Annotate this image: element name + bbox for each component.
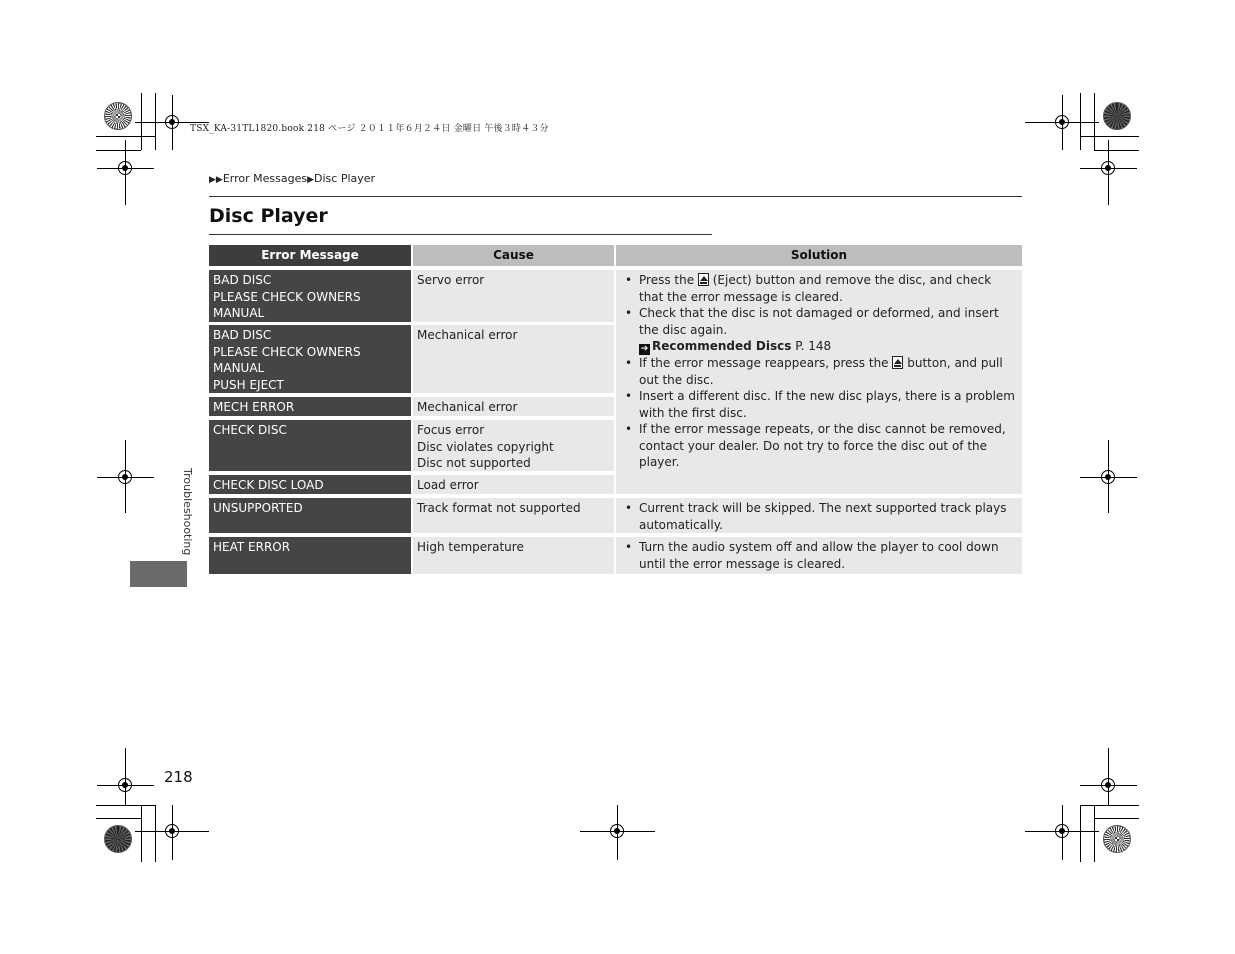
solution-heat xyxy=(616,537,1022,574)
breadcrumb-parent[interactable]: Error Messages xyxy=(222,172,308,185)
header-error-message: Error Message xyxy=(209,245,411,266)
table-row-cause: Load error xyxy=(413,475,614,494)
solution-bullet: • If the error message reappears, press the button, and pull out the disc. xyxy=(622,355,1016,388)
solution-bullet: • Turn the audio system off and allow the player to cool down until the error message is cleared. xyxy=(622,539,1016,572)
crosshair-icon xyxy=(165,824,179,838)
crosshair-icon xyxy=(1101,470,1115,484)
color-wheel-icon xyxy=(1103,102,1131,130)
side-tab[interactable] xyxy=(130,561,187,587)
header-solution: Solution xyxy=(616,245,1022,266)
crosshair-icon xyxy=(118,470,132,484)
solution-bullet: • Current track will be skipped. The next supported track plays automatically. xyxy=(622,500,1016,533)
table-row-cause: High temperature xyxy=(413,537,614,574)
breadcrumb-separator-icon: ▶ xyxy=(307,175,315,185)
table-row-message: HEAT ERROR xyxy=(209,537,411,574)
solution-bullet: • If the error message repeats, or the disc cannot be removed, contact your dealer. Do not try to force the disc out of the player. xyxy=(622,421,1016,471)
color-wheel-icon xyxy=(104,825,132,853)
table-row-message: CHECK DISC LOAD xyxy=(209,475,411,494)
title-rule xyxy=(209,234,712,235)
crosshair-icon xyxy=(165,115,179,129)
crosshair-icon xyxy=(1101,161,1115,175)
crosshair-icon xyxy=(1101,778,1115,792)
side-tab-label: Troubleshooting xyxy=(181,468,194,556)
solution-unsupported xyxy=(616,498,1022,533)
table-row-message: CHECK DISC xyxy=(209,420,411,471)
crosshair-icon xyxy=(118,778,132,792)
reference-arrow-icon: ➔ xyxy=(640,344,649,354)
header-cause: Cause xyxy=(413,245,614,266)
solution-bullet: • Insert a different disc. If the new disc plays, there is a problem with the first disc. xyxy=(622,388,1016,421)
breadcrumb xyxy=(209,172,375,185)
eject-icon xyxy=(892,356,903,369)
color-wheel-icon xyxy=(104,102,132,130)
table-row-message: BAD DISC PLEASE CHECK OWNERS MANUAL PUSH EJECT xyxy=(209,325,411,393)
table-row-cause: Focus error Disc violates copyright Disc not supported xyxy=(413,420,614,471)
crosshair-icon xyxy=(1055,824,1069,838)
solution-bullet: • Check that the disc is not damaged or deformed, and insert the disc again. ➔ Recommended Discs P. 148 xyxy=(622,305,1016,355)
solution-bullet: • Press the (Eject) button and remove the disc, and check that the error message is cleared. xyxy=(622,272,1016,305)
breadcrumb-current: Disc Player xyxy=(314,172,376,185)
table-row-message: MECH ERROR xyxy=(209,397,411,416)
page-number: 218 xyxy=(164,768,193,786)
table-row-cause: Mechanical error xyxy=(413,397,614,416)
solution-disc-errors xyxy=(616,270,1022,494)
table-row-message: UNSUPPORTED xyxy=(209,498,411,533)
cross-reference[interactable]: ➔ Recommended Discs P. 148 xyxy=(640,339,832,354)
page-title: Disc Player xyxy=(209,205,328,227)
crosshair-icon xyxy=(610,824,624,838)
header-rule xyxy=(209,196,1022,197)
breadcrumb-prefix-icon: ▶▶ xyxy=(209,175,223,185)
print-file-header: TSX_KA-31TL1820.book 218 ページ ２０１１年６月２４日 金曜日 午後３時４３分 xyxy=(190,124,549,134)
table-row-cause: Servo error xyxy=(413,270,614,322)
table-row-message: BAD DISC PLEASE CHECK OWNERS MANUAL xyxy=(209,270,411,322)
crosshair-icon xyxy=(118,161,132,175)
table-row-cause: Mechanical error xyxy=(413,325,614,393)
color-wheel-icon xyxy=(1103,825,1131,853)
crosshair-icon xyxy=(1055,115,1069,129)
eject-icon xyxy=(698,273,709,286)
table-row-cause: Track format not supported xyxy=(413,498,614,533)
